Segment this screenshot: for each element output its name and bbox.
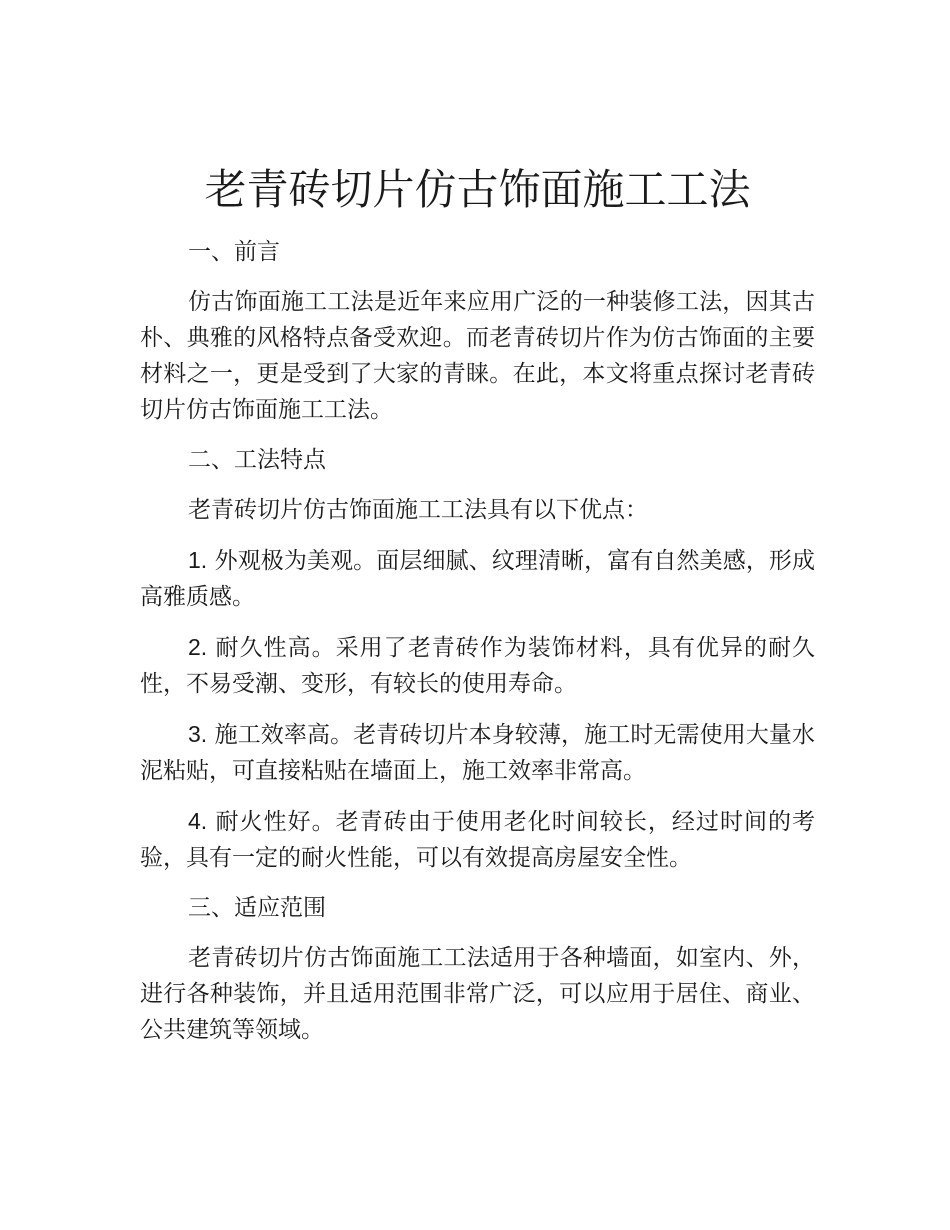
feature-item-text: 施工效率高。老青砖切片本身较薄，施工时无需使用大量水泥粘贴，可直接粘贴在墙面上，施工效率非常高。 — [140, 722, 816, 784]
document-body — [140, 234, 815, 1062]
section-heading-scope: 三、适应范围 — [188, 895, 326, 921]
section-heading-features: 二、工法特点 — [188, 447, 326, 473]
feature-item-1 — [140, 542, 815, 615]
scope-paragraph: 老青砖切片仿古饰面施工工法适用于各种墙面，如室内、外，进行各种装饰，并且适用范围非常广泛，可以应用于居住、商业、公共建筑等领域。 — [140, 945, 815, 1043]
document-title: 老青砖切片仿古饰面施工工法 — [204, 165, 751, 214]
feature-item-text: 耐久性高。采用了老青砖作为装饰材料，具有优异的耐久性，不易受潮、变形，有较长的使用寿命。 — [140, 635, 816, 697]
feature-item-number: 2. — [188, 634, 208, 660]
feature-item-number: 1. — [188, 547, 208, 573]
document-page — [140, 0, 815, 1230]
feature-item-3 — [140, 716, 815, 789]
feature-item-number: 4. — [188, 808, 208, 834]
feature-item-2 — [140, 629, 815, 702]
feature-item-4 — [140, 803, 815, 876]
features-intro-paragraph: 老青砖切片仿古饰面施工工法具有以下优点： — [188, 497, 648, 523]
feature-item-number: 3. — [188, 721, 208, 747]
feature-item-text: 外观极为美观。面层细腻、纹理清晰，富有自然美感，形成高雅质感。 — [140, 548, 816, 610]
section-heading-preface: 一、前言 — [188, 239, 280, 265]
preface-paragraph: 仿古饰面施工工法是近年来应用广泛的一种装修工法，因其古朴、典雅的风格特点备受欢迎。而老青砖切片作为仿古饰面的主要材料之一，更是受到了大家的青睐。在此，本文将重点探讨老青砖切片仿古饰面施工工法。 — [140, 289, 815, 423]
feature-item-text: 耐火性好。老青砖由于使用老化时间较长，经过时间的考验，具有一定的耐火性能，可以有效提高房屋安全性。 — [140, 809, 816, 871]
